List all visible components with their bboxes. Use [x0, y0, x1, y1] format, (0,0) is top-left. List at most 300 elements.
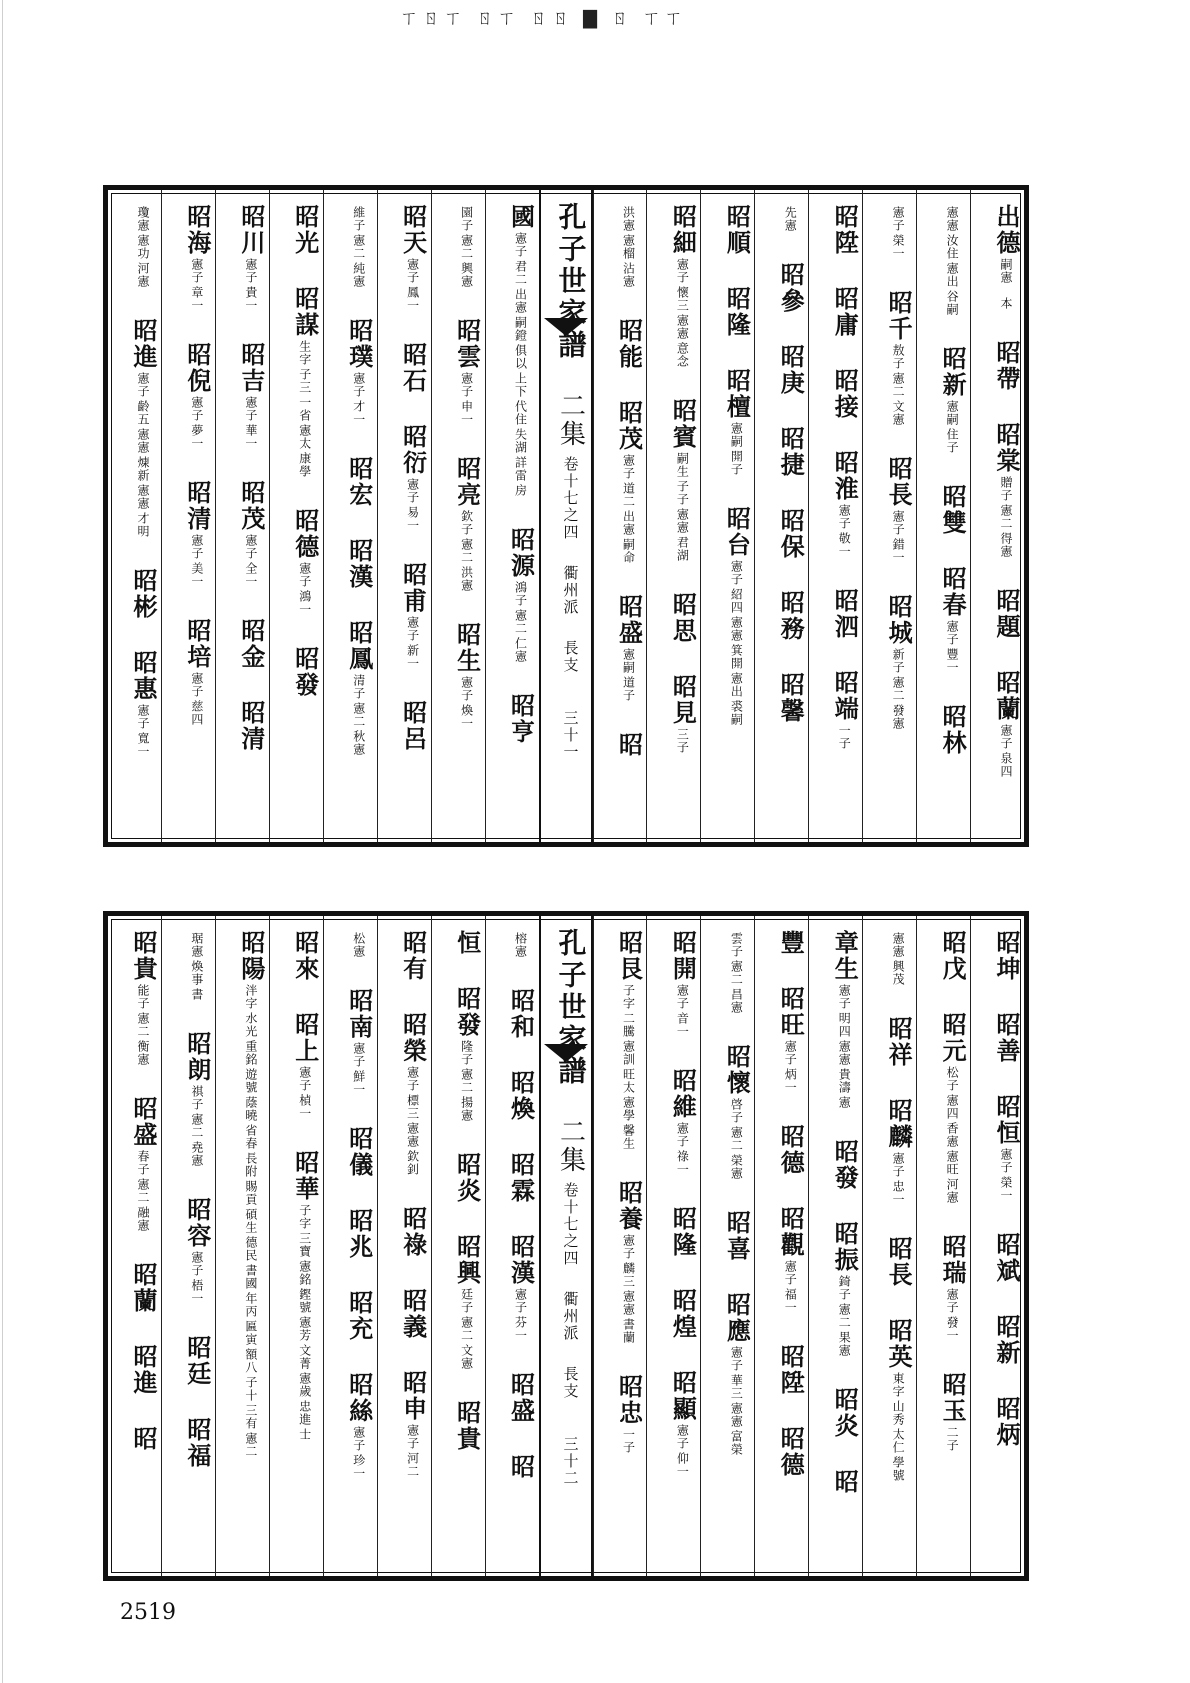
- person-name: 昭祥: [884, 1016, 914, 1068]
- genealogy-note: 憲子: [621, 1234, 636, 1260]
- genealogy-note: 旺太: [621, 1068, 636, 1094]
- top-col-l2: [431, 190, 485, 842]
- genealogy-note: 紹四: [729, 588, 744, 614]
- person-name: 昭雙: [938, 484, 968, 536]
- top-col-r1: [970, 190, 1024, 842]
- genealogy-note: 香憲: [945, 1122, 960, 1148]
- top-col-r5: [754, 190, 808, 842]
- genealogy-note: 憲太: [297, 424, 312, 450]
- person-name: 昭陞: [830, 204, 860, 256]
- genealogy-note: 憲二: [189, 1113, 204, 1139]
- genealogy-note: 憲憲: [675, 314, 690, 340]
- person-name: 昭保: [776, 508, 806, 560]
- genealogy-note: 憲子: [351, 1426, 366, 1452]
- genealogy-note: 懷三: [675, 286, 690, 312]
- genealogy-note: 洪憲: [621, 206, 636, 232]
- bottom-col-r5: [754, 916, 808, 1576]
- genealogy-note: 詳雷: [513, 456, 528, 482]
- genealogy-note: 憲學: [621, 1096, 636, 1122]
- genealogy-note: 榕憲: [513, 932, 528, 958]
- genealogy-note: 山秀: [891, 1400, 906, 1426]
- genealogy-note: 士: [297, 1428, 312, 1441]
- person-name: 昭發: [830, 1139, 860, 1191]
- genealogy-note: 煥事: [189, 960, 204, 986]
- genealogy-note: 省春: [243, 1124, 258, 1150]
- genealogy-note: 發一: [945, 1316, 960, 1342]
- folio-number: 三十二: [561, 1436, 580, 1487]
- genealogy-note: 才一: [351, 400, 366, 426]
- top-col-r7: [646, 190, 700, 842]
- genealogy-note: 欽子: [459, 510, 474, 536]
- top-col-l7: [161, 190, 215, 842]
- genealogy-note: 憲二: [459, 1068, 474, 1094]
- genealogy-note: 憲憲: [405, 1122, 420, 1148]
- top-col-l6: [215, 190, 269, 842]
- bottom-col-r2: [916, 916, 970, 1576]
- genealogy-note: 憲子: [459, 676, 474, 702]
- person-name: 昭馨: [776, 672, 806, 724]
- genealogy-note: 憲二: [729, 960, 744, 986]
- person-name: 昭接: [830, 368, 860, 420]
- genealogy-note: 上下: [513, 372, 528, 398]
- top-center-title-column: [539, 190, 593, 842]
- genealogy-note: 新一: [405, 644, 420, 670]
- genealogy-note: 憲子: [837, 504, 852, 530]
- genealogy-note: 憲子: [945, 1288, 960, 1314]
- person-name: 昭善: [992, 1012, 1021, 1064]
- person-name: 昭充: [344, 1290, 374, 1342]
- line-label: 長支: [561, 640, 580, 674]
- genealogy-note: 貴濤: [837, 1068, 852, 1094]
- genealogy-note: 申一: [459, 400, 474, 426]
- genealogy-note: 園子: [459, 206, 474, 232]
- person-name: 昭捷: [776, 426, 806, 478]
- genealogy-note: 洪憲: [459, 566, 474, 592]
- genealogy-note: 額八: [243, 1348, 258, 1374]
- person-name: 昭福: [182, 1417, 212, 1469]
- genealogy-note: 憲憲: [837, 1040, 852, 1066]
- person-name: 昭雲: [452, 318, 482, 370]
- bottom-col-r7: [646, 916, 700, 1576]
- person-name: 昭貴: [128, 930, 158, 982]
- person-name: 豐: [776, 930, 806, 956]
- genealogy-note: 君二: [513, 260, 528, 286]
- person-name: 昭亮: [452, 456, 482, 508]
- genealogy-note: 憲歲: [297, 1372, 312, 1398]
- genealogy-note: 一子: [621, 1428, 636, 1454]
- person-name: 昭維: [668, 1068, 698, 1120]
- genealogy-note: 憲二: [459, 538, 474, 564]
- genealogy-note: 住子: [945, 428, 960, 454]
- person-name: 昭: [614, 732, 644, 758]
- person-name: 昭戊: [938, 930, 968, 982]
- bottom-col-l6: [215, 916, 269, 1576]
- person-name: 昭貴: [452, 1400, 482, 1452]
- genealogy-note: 子三: [297, 368, 312, 394]
- genealogy-note: 鳳一: [405, 286, 420, 312]
- bottom-col-r1: [970, 916, 1024, 1576]
- genealogy-note: 憲出: [729, 672, 744, 698]
- genealogy-note: 一子: [837, 724, 852, 750]
- genealogy-note: 二騰: [621, 1012, 636, 1038]
- genealogy-note: 沾憲: [621, 262, 636, 288]
- genealogy-note: 泉四: [999, 752, 1013, 778]
- genealogy-note: 憲憲: [621, 1290, 636, 1316]
- genealogy-note: 仰一: [675, 1452, 690, 1478]
- person-name: 昭恒: [992, 1094, 1021, 1146]
- bottom-col-r8: [593, 916, 647, 1576]
- genealogy-note: 書: [189, 988, 204, 1001]
- top-col-l4: [323, 190, 377, 842]
- genealogy-note: 嗣鐙: [513, 316, 528, 342]
- person-name: 昭茂: [614, 400, 644, 452]
- person-name: 昭進: [128, 1344, 158, 1396]
- person-name: 昭英: [884, 1318, 914, 1370]
- genealogy-note: 憲二: [837, 1303, 852, 1329]
- person-name: 章生: [830, 930, 860, 982]
- genealogy-note: 得憲: [999, 532, 1013, 558]
- person-name: 昭德: [290, 508, 320, 560]
- person-name: 昭德: [776, 1124, 806, 1176]
- bottom-col-r4: [808, 916, 862, 1576]
- genealogy-note: 新子: [891, 648, 906, 674]
- person-name: 昭林: [938, 704, 968, 756]
- genealogy-note: 汝住: [945, 234, 960, 260]
- top-col-l8: [108, 190, 161, 842]
- bottom-col-l7: [161, 916, 215, 1576]
- person-name: 昭新: [992, 1314, 1021, 1366]
- bottom-col-l3: [377, 916, 431, 1576]
- genealogy-note: 憲子: [729, 1346, 744, 1372]
- person-name: 昭彬: [128, 568, 158, 620]
- header-scan-residue: ㄒㄖㄒ ㄖㄒ ㄖㄖ ▇ ㄖ ㄒㄒ: [400, 8, 687, 29]
- genealogy-note: 憲嗣: [621, 648, 636, 674]
- person-name: 昭振: [830, 1221, 860, 1273]
- person-name: 昭炎: [830, 1387, 860, 1439]
- person-name: 昭義: [398, 1288, 428, 1340]
- line-label: 長支: [561, 1366, 580, 1400]
- genealogy-note: 三有: [243, 1404, 258, 1430]
- genealogy-note: 憲憲: [135, 428, 150, 454]
- genealogy-note: 蔭曉: [243, 1096, 258, 1122]
- genealogy-note: 昌憲: [729, 988, 744, 1014]
- genealogy-note: 富榮: [729, 1430, 744, 1456]
- genealogy-note: 憲子: [675, 984, 690, 1010]
- person-name: 昭端: [830, 670, 860, 722]
- person-name: 昭春: [938, 566, 968, 618]
- genealogy-note: 憲二: [459, 1316, 474, 1342]
- fishtail-mark: [544, 318, 588, 336]
- person-name: 昭庸: [830, 286, 860, 338]
- person-name: 昭旺: [776, 986, 806, 1038]
- genealogy-note: 憲二: [135, 1178, 150, 1204]
- person-name: 昭棠: [992, 422, 1021, 474]
- genealogy-note: 憲子: [675, 1424, 690, 1450]
- person-name: 昭務: [776, 590, 806, 642]
- bottom-col-l5: [269, 916, 323, 1576]
- top-col-r3: [862, 190, 916, 842]
- person-name: 昭兆: [344, 1208, 374, 1260]
- person-name: 昭玉: [938, 1372, 968, 1424]
- person-name: 昭斌: [992, 1232, 1021, 1284]
- genealogy-note: 憲憲: [891, 932, 906, 958]
- genealogy-note: 憲子: [837, 984, 852, 1010]
- genealogy-note: 憲二: [459, 234, 474, 260]
- person-name: 昭檀: [722, 368, 752, 420]
- genealogy-note: 憲子: [405, 258, 420, 284]
- person-name: 昭海: [182, 204, 212, 256]
- bottom-col-r6: [700, 916, 754, 1576]
- genealogy-note: 一省: [297, 396, 312, 422]
- person-name: 昭衍: [398, 424, 428, 476]
- genealogy-note: 憲二: [135, 1012, 150, 1038]
- genealogy-note: 敬一: [837, 532, 852, 558]
- person-name: 昭盛: [614, 594, 644, 646]
- genealogy-note: 道二: [621, 482, 636, 508]
- genealogy-note: 欽釗: [405, 1150, 420, 1176]
- person-name: 昭絲: [344, 1372, 374, 1424]
- bottom-col-l2: [431, 916, 485, 1576]
- person-name: 昭謀: [290, 286, 320, 338]
- genealogy-note: 憲二: [891, 676, 906, 702]
- genealogy-note: 河憲: [945, 1178, 960, 1204]
- genealogy-note: 興茂: [891, 960, 906, 986]
- person-name: 昭城: [884, 594, 914, 646]
- person-name: 昭和: [506, 988, 536, 1040]
- person-name: 昭觀: [776, 1206, 806, 1258]
- genealogy-note: 賜貢: [243, 1180, 258, 1206]
- person-name: 昭南: [344, 988, 374, 1040]
- genealogy-note: 憲子: [351, 372, 366, 398]
- genealogy-note: 憲子: [243, 258, 258, 284]
- bottom-center-title-column: [539, 916, 593, 1576]
- person-name: 昭庚: [776, 344, 806, 396]
- top-col-l5: [269, 190, 323, 842]
- genealogy-note: 錯一: [891, 538, 906, 564]
- person-name: 昭漢: [506, 1234, 536, 1286]
- genealogy-note: 道子: [621, 676, 636, 702]
- genealogy-page-32: [104, 912, 1028, 1580]
- genealogy-note: 憲二: [351, 234, 366, 260]
- genealogy-note: 榮憲: [729, 1154, 744, 1180]
- person-name: 昭隆: [722, 286, 752, 338]
- genealogy-note: 俱以: [513, 344, 528, 370]
- person-name: 昭煥: [506, 1070, 536, 1122]
- volume-label: 卷十七之四: [561, 1182, 580, 1267]
- genealogy-note: 君湖: [675, 536, 690, 562]
- person-name: 昭盛: [128, 1096, 158, 1148]
- person-name: 昭長: [884, 1236, 914, 1288]
- genealogy-note: 憲子: [405, 478, 420, 504]
- book-title: 孔子世家譜: [554, 928, 588, 1088]
- top-col-l1: [485, 190, 539, 842]
- folio-number: 三十一: [561, 710, 580, 761]
- person-name: 昭千: [884, 290, 914, 342]
- genealogy-note: 憲子: [675, 1122, 690, 1148]
- genealogy-note: 憲二: [891, 372, 906, 398]
- genealogy-note: 憲子: [189, 396, 204, 422]
- genealogy-note: 憲四: [945, 1094, 960, 1120]
- genealogy-note: 憲憲: [135, 484, 150, 510]
- genealogy-note: 馨生: [621, 1124, 636, 1150]
- top-col-l3: [377, 190, 431, 842]
- person-name: 昭甫: [398, 562, 428, 614]
- collection-label: 二集: [555, 1118, 586, 1174]
- genealogy-note: 嗣命: [621, 538, 636, 564]
- genealogy-note: 興憲: [459, 262, 474, 288]
- person-name: 昭麟: [884, 1098, 914, 1150]
- person-name: 昭清: [182, 480, 212, 532]
- person-name: 昭題: [992, 588, 1021, 640]
- person-name: 昭華: [290, 1150, 320, 1202]
- person-name: 昭亨: [506, 693, 536, 745]
- genealogy-note: 貴一: [243, 286, 258, 312]
- genealogy-note: 發憲: [891, 704, 906, 730]
- person-name: 昭細: [668, 204, 698, 256]
- person-name: 昭祿: [398, 1206, 428, 1258]
- person-name: 昭生: [452, 622, 482, 674]
- genealogy-note: 鴻子: [513, 581, 528, 607]
- person-name: 昭蘭: [128, 1262, 158, 1314]
- person-name: 昭帶: [992, 340, 1021, 392]
- genealogy-note: 能子: [135, 984, 150, 1010]
- genealogy-note: 憲榴: [621, 234, 636, 260]
- genealogy-note: 子十: [243, 1376, 258, 1402]
- person-name: 昭懷: [722, 1044, 752, 1096]
- genealogy-note: 松憲: [351, 932, 366, 958]
- bottom-col-l8: [108, 916, 161, 1576]
- person-name: 昭璞: [344, 318, 374, 370]
- genealogy-note: 遊號: [243, 1068, 258, 1094]
- person-name: 昭源: [506, 527, 536, 579]
- genealogy-note: 音一: [675, 1012, 690, 1038]
- person-name: 昭: [128, 1426, 158, 1452]
- person-name: 昭光: [290, 204, 320, 256]
- genealogy-note: 易一: [405, 506, 420, 532]
- genealogy-note: 憲子: [135, 704, 150, 730]
- genealogy-note: 憲二: [243, 1432, 258, 1458]
- genealogy-note: 明四: [837, 1012, 852, 1038]
- genealogy-note: 房: [513, 484, 528, 497]
- genealogy-note: 齡五: [135, 400, 150, 426]
- person-name: 昭漢: [344, 538, 374, 590]
- genealogy-note: 憲子: [297, 562, 312, 588]
- person-name: 昭應: [722, 1292, 752, 1344]
- genealogy-note: 憲銘: [297, 1260, 312, 1286]
- genealogy-note: 美一: [189, 562, 204, 588]
- genealogy-note: 谷嗣: [945, 290, 960, 316]
- person-name: 昭宏: [344, 456, 374, 508]
- genealogy-note: 祺子: [189, 1085, 204, 1111]
- genealogy-note: 子字: [297, 1204, 312, 1230]
- person-name: 昭霖: [506, 1152, 536, 1204]
- top-col-r4: [808, 190, 862, 842]
- genealogy-note: 三寶: [297, 1232, 312, 1258]
- person-name: 國: [506, 204, 536, 230]
- genealogy-note: 憲子: [243, 534, 258, 560]
- genealogy-note: 啓子: [729, 1098, 744, 1124]
- genealogy-note: 文憲: [891, 400, 906, 426]
- person-name: 昭金: [236, 618, 266, 670]
- person-name: 昭榮: [398, 1012, 428, 1064]
- genealogy-note: 福一: [783, 1288, 798, 1314]
- genealogy-note: 文憲: [459, 1344, 474, 1370]
- person-name: 昭台: [722, 506, 752, 558]
- genealogy-note: 憲二: [999, 504, 1013, 530]
- genealogy-note: 憲子: [351, 1042, 366, 1068]
- genealogy-note: 忠一: [891, 1180, 906, 1206]
- genealogy-note: 炳一: [783, 1068, 798, 1094]
- person-name: 昭儀: [344, 1126, 374, 1178]
- genealogy-note: 維子: [351, 206, 366, 232]
- person-name: 昭能: [614, 318, 644, 370]
- person-name: 昭來: [290, 930, 320, 982]
- person-name: 昭開: [668, 930, 698, 982]
- genealogy-note: 河憲: [135, 262, 150, 288]
- person-name: 昭元: [938, 1012, 968, 1064]
- genealogy-note: 代住: [513, 400, 528, 426]
- genealogy-note: 鴻一: [297, 590, 312, 616]
- genealogy-note: 憲子: [999, 724, 1013, 750]
- person-name: 昭隆: [668, 1206, 698, 1258]
- genealogy-note: 憲憲: [729, 1402, 744, 1428]
- person-name: 昭炎: [452, 1152, 482, 1204]
- person-name: 昭容: [182, 1197, 212, 1249]
- genealogy-note: 秋憲: [351, 730, 366, 756]
- top-col-r6: [700, 190, 754, 842]
- genealogy-note: 麟三: [621, 1262, 636, 1288]
- genealogy-page-31: [104, 186, 1028, 846]
- genealogy-note: 憲憲: [675, 508, 690, 534]
- genealogy-note: 裘嗣: [729, 700, 744, 726]
- genealogy-note: 榮一: [891, 234, 906, 260]
- person-name: 昭煌: [668, 1288, 698, 1340]
- genealogy-note: 憲子: [459, 372, 474, 398]
- genealogy-note: 廷子: [459, 1288, 474, 1314]
- person-name: 昭淮: [830, 450, 860, 502]
- genealogy-note: 三子: [675, 728, 690, 754]
- genealogy-note: 煥一: [459, 704, 474, 730]
- genealogy-note: 憲子: [189, 534, 204, 560]
- genealogy-note: 珍一: [351, 1454, 366, 1480]
- genealogy-note: 松子: [945, 1066, 960, 1092]
- genealogy-note: 年丙: [243, 1292, 258, 1318]
- genealogy-note: 匾寅: [243, 1320, 258, 1346]
- genealogy-note: 河二: [405, 1452, 420, 1478]
- genealogy-note: 憲子: [405, 616, 420, 642]
- genealogy-note: 榮一: [999, 1176, 1013, 1202]
- person-name: 昭興: [452, 1234, 482, 1286]
- person-name: 昭發: [290, 646, 320, 698]
- genealogy-note: 二子: [945, 1426, 960, 1452]
- genealogy-note: 憲憲: [945, 206, 960, 232]
- genealogy-note: 憲嗣: [729, 422, 744, 448]
- genealogy-note: 全一: [243, 562, 258, 588]
- genealogy-note: 梧一: [189, 1279, 204, 1305]
- genealogy-note: 才明: [135, 512, 150, 538]
- fishtail-mark: [544, 1044, 588, 1062]
- person-name: 昭申: [398, 1370, 428, 1422]
- genealogy-note: 憲子: [405, 1066, 420, 1092]
- person-name: 昭瑞: [938, 1234, 968, 1286]
- bottom-col-l4: [323, 916, 377, 1576]
- person-name: 昭坤: [992, 930, 1021, 982]
- genealogy-note: 書國: [243, 1264, 258, 1290]
- genealogy-note: 憲子: [243, 396, 258, 422]
- person-name: 出德: [992, 204, 1021, 256]
- genealogy-note: 祿一: [675, 1150, 690, 1176]
- genealogy-note: 憲子: [783, 1040, 798, 1066]
